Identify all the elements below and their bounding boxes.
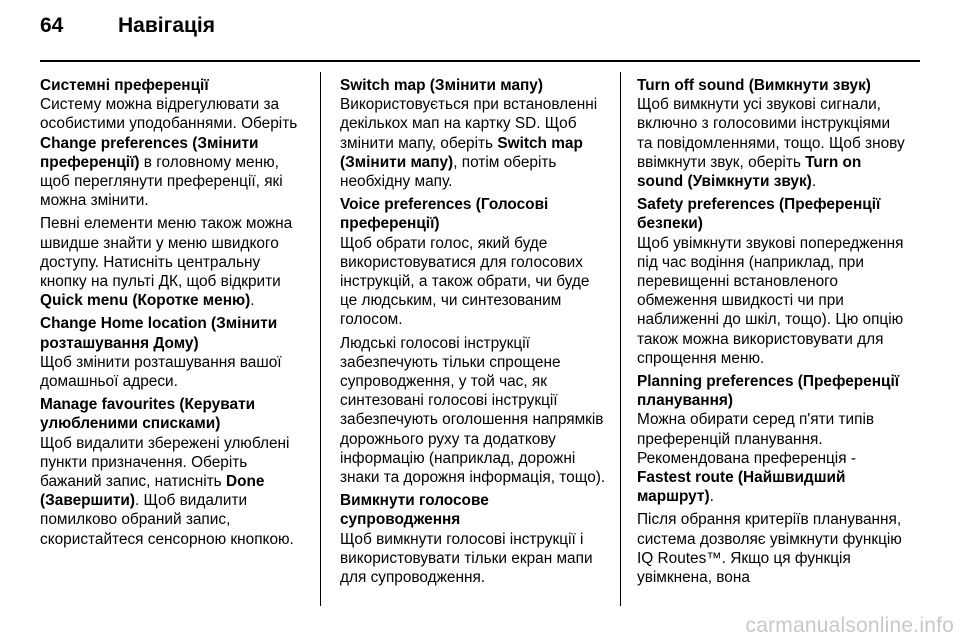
paragraph xyxy=(40,434,306,549)
paragraph xyxy=(340,234,606,330)
section xyxy=(637,195,905,368)
text-run: Можна обирати серед п'яти типів преференцій планування. Рекомендована преференція - xyxy=(637,411,875,467)
section-title: Manage favourites (Керувати улюбленими списками) xyxy=(40,396,256,433)
text-run: Щоб вимкнути голосові інструкції і використовувати тільки екран мапи для супроводження. xyxy=(340,530,593,587)
section-title: Turn off sound (Вимкнути звук) xyxy=(637,77,871,94)
page-header xyxy=(40,14,215,46)
text-run: . xyxy=(811,173,817,191)
paragraph xyxy=(40,95,306,210)
text-column-2 xyxy=(340,76,606,591)
text-run: Щоб вимкнути усі звукові сигнали, включно з голосовими інструкціями та повідомленнями, тощо. Щоб знову ввімкнути звук, оберіть xyxy=(637,96,905,171)
page-number: 64 xyxy=(40,14,64,37)
column-divider xyxy=(620,72,621,606)
bold-term: Switch map (Змінити мапу) xyxy=(340,134,583,171)
bold-term: Change preferences (Змінити преференції) xyxy=(40,134,259,171)
paragraph xyxy=(40,353,306,391)
text-run: . xyxy=(250,292,255,310)
section xyxy=(40,395,306,549)
text-run: Щоб змінити розташування вашої домашньої адреси. xyxy=(40,353,282,391)
column-divider xyxy=(320,72,321,606)
bold-term: Quick menu (Коротке меню) xyxy=(40,292,251,310)
section xyxy=(40,314,306,391)
section xyxy=(637,76,905,191)
section xyxy=(40,76,306,310)
bold-term: Fastest route (Найшвидший маршрут) xyxy=(637,469,846,506)
bold-term: Done (Завершити) xyxy=(40,473,265,510)
section xyxy=(340,491,606,587)
section-title: Change Home location (Змінити розташування Дому) xyxy=(40,315,278,352)
text-column-1 xyxy=(40,76,306,553)
paragraph xyxy=(40,214,306,310)
watermark: carmanualsonline.info xyxy=(745,614,954,637)
paragraph xyxy=(637,410,905,506)
text-run: Використовується при встановленні декількох мап на картку SD. Щоб змінити мапу, оберіть xyxy=(340,96,598,152)
text-run: . xyxy=(709,488,714,506)
header-rule xyxy=(40,60,920,62)
text-run: Систему можна відрегулювати за особистими уподобаннями. Оберіть xyxy=(40,96,298,133)
text-run: Людські голосові інструкції забезпечують тільки спрощене супроводження, у той час, як синтезовані голосові інструкції забезпечують оголошення напрямків дорожнього руху та додаткову інформацію (наприклад, дорожні знаки та дорожня інформація, тощо). xyxy=(340,334,606,487)
section-title: Системні преференції xyxy=(40,77,209,94)
bold-term: Turn on sound (Увімкнути звук) xyxy=(637,153,862,191)
section-title: Safety preferences (Преференції безпеки) xyxy=(637,196,881,233)
text-run: Після обрання критеріїв планування, система дозволяє увімкнути функцію IQ Routes™. Якщо ця функція увімкнена, вона xyxy=(637,511,902,587)
paragraph xyxy=(637,95,905,191)
paragraph xyxy=(637,510,905,587)
text-run: Певні елементи меню також можна швидше знайти у меню швидкого доступу. Натисніть центральну кнопку на пульті ДК, щоб відкрити xyxy=(40,215,293,291)
text-run: Щоб видалити збережені улюблені пункти призначення. Оберіть бажаний запис, натисніть xyxy=(40,434,290,491)
text-column-3 xyxy=(637,76,905,591)
paragraph xyxy=(340,530,606,588)
paragraph xyxy=(637,234,905,368)
text-run: Щоб обрати голос, який буде використовуватися для голосових інструкцій, а також обрати, чи буде це людським, чи синтезованим голосом. xyxy=(340,234,590,329)
text-run: . Щоб видалити помилково обраний запис, скористайтеся сенсорною кнопкою. xyxy=(40,492,294,548)
text-run: , потім оберіть необхідну мапу. xyxy=(340,153,557,191)
section-title: Вимкнути голосове супроводження xyxy=(340,492,489,529)
section xyxy=(340,195,606,487)
paragraph xyxy=(340,334,606,488)
paragraph xyxy=(340,95,606,191)
page-title: Навігація xyxy=(118,14,216,37)
text-run: в головному меню, щоб переглянути преференції, які можна змінити. xyxy=(40,153,283,210)
section-title: Voice preferences (Голосові преференції) xyxy=(340,196,549,233)
section-title: Planning preferences (Преференції планування) xyxy=(637,373,900,410)
section xyxy=(340,76,606,191)
section-title: Switch map (Змінити мапу) xyxy=(340,77,543,94)
text-run: Щоб увімкнути звукові попередження під час водіння (наприклад, при перевищенні встановленого обмеження швидкості чи при наближенні до шкіл, тощо). Цю опцію також можна використовувати для спрощення меню. xyxy=(637,234,904,367)
section xyxy=(637,372,905,587)
